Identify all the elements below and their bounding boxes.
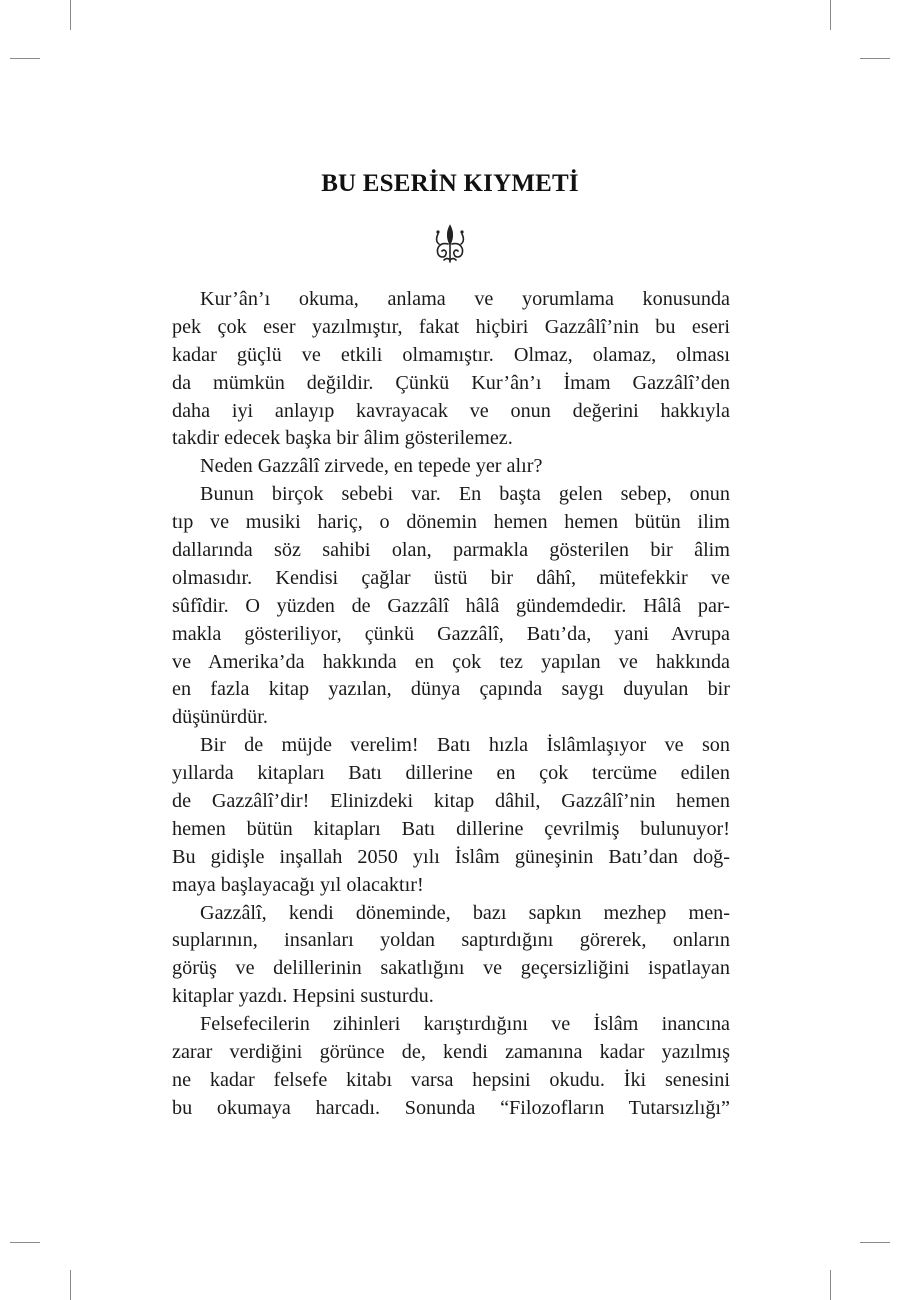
crop-mark-right-bottom — [860, 1242, 890, 1243]
text-line: kadar güçlü ve etkili olmamıştır. Olmaz, olamaz, olması — [172, 343, 730, 366]
text-line: düşünürdür. — [172, 706, 268, 729]
text-line: maya başlayacağı yıl olacaktır! — [172, 873, 424, 896]
text-line: hemen bütün kitapları Batı dillerine çevrilmiş bulunuyor! — [172, 817, 730, 840]
text-line: Neden Gazzâlî zirvede, en tepede yer alır? — [200, 455, 543, 478]
text-line: Bu gidişle inşallah 2050 yılı İslâm güneşinin Batı’dan doğ- — [172, 845, 730, 868]
page-title: BU ESERİN KIYMETİ — [321, 170, 579, 197]
text-line: yıllarda kitapları Batı dillerine en çok tercüme edilen — [172, 762, 730, 785]
text-line: de Gazzâlî’dir! Elinizdeki kitap dâhil, Gazzâlî’nin hemen — [172, 790, 730, 813]
crop-mark-top-right — [830, 0, 831, 30]
text-line: ne kadar felsefe kitabı varsa hepsini okudu. İki senesini — [172, 1068, 730, 1091]
text-line: en fazla kitap yazılan, dünya çapında saygı duyulan bir — [172, 678, 730, 701]
text-line: tıp ve musiki hariç, o dönemin hemen hemen bütün ilim — [172, 511, 730, 534]
text-line: pek çok eser yazılmıştır, fakat hiçbiri Gazzâlî’nin bu eseri — [172, 315, 730, 338]
text-line: takdir edecek başka bir âlim gösterilemez. — [172, 427, 513, 450]
text-line: olmasıdır. Kendisi çağlar üstü bir dâhî, mütefekkir ve — [172, 566, 730, 589]
crop-mark-right-top — [860, 58, 890, 59]
floral-ornament-icon — [428, 222, 472, 266]
text-line: Kur’ân’ı okuma, anlama ve yorumlama konusunda — [200, 288, 730, 310]
text-line: dallarında söz sahibi olan, parmakla gösterilen bir âlim — [172, 539, 730, 562]
text-line: Felsefecilerin zihinleri karıştırdığını ve İslâm inancına — [200, 1013, 730, 1036]
text-line: zarar verdiğini görünce de, kendi zamanına kadar yazılmış — [172, 1041, 730, 1064]
crop-mark-left-top — [10, 58, 40, 59]
text-line: ve Amerika’da hakkında en çok tez yapılan ve hakkında — [172, 650, 730, 673]
text-line: Bir de müjde verelim! Batı hızla İslâmlaşıyor ve son — [200, 734, 730, 757]
crop-mark-top-left — [70, 0, 71, 30]
crop-mark-bottom-right — [830, 1270, 831, 1300]
text-line: kitaplar yazdı. Hepsini susturdu. — [172, 985, 434, 1008]
text-line: Bunun birçok sebebi var. En başta gelen sebep, onun — [200, 483, 730, 506]
text-line: görüş ve delillerinin sakatlığını ve geçersizliğini ispatlayan — [172, 957, 730, 980]
text-line: makla gösteriliyor, çünkü Gazzâlî, Batı’da, yani Avrupa — [172, 622, 730, 645]
text-line: Gazzâlî, kendi döneminde, bazı sapkın mezhep men- — [200, 901, 730, 924]
text-line: bu okumaya harcadı. Sonunda “Filozofların Tutarsızlığı” — [172, 1096, 730, 1119]
text-line: daha iyi anlayıp kavrayacak ve onun değerini hakkıyla — [172, 399, 730, 422]
text-line: da mümkün değildir. Çünkü Kur’ân’ı İmam Gazzâlî’den — [172, 371, 730, 394]
text-line: suplarının, insanları yoldan saptırdığını görerek, onların — [172, 929, 730, 952]
crop-mark-bottom-left — [70, 1270, 71, 1300]
text-line: sûfîdir. O yüzden de Gazzâlî hâlâ gündemdedir. Hâlâ par- — [172, 594, 730, 617]
body-text — [172, 286, 730, 1123]
crop-mark-left-bottom — [10, 1242, 40, 1243]
